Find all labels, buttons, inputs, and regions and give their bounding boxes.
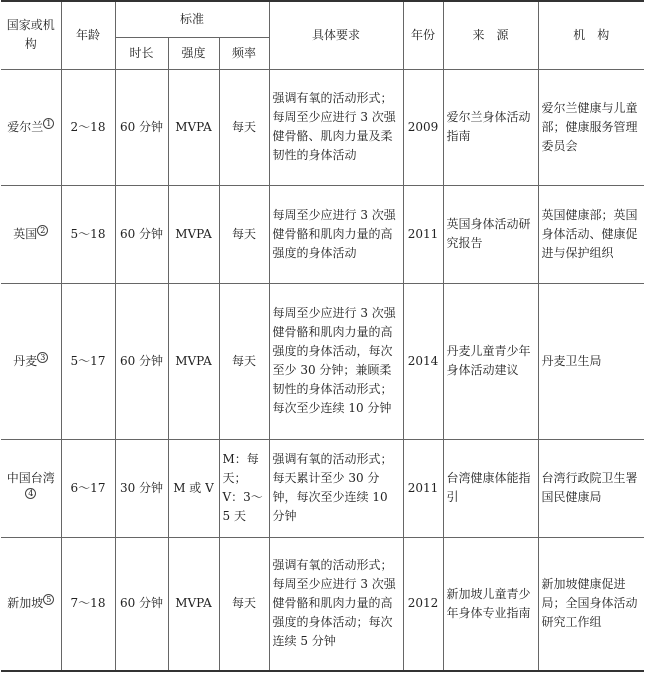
source-cell: 爱尔兰身体活动指南 [443, 69, 538, 185]
table-row [1, 439, 644, 537]
footnote-ref: 5 [43, 594, 54, 605]
footnote-ref: 3 [37, 352, 48, 363]
footnote-ref: 1 [43, 118, 54, 129]
year-cell: 2014 [403, 283, 443, 439]
country-cell: 丹麦 $^3$ [1, 283, 61, 439]
header-age: 年龄 [61, 1, 115, 69]
table-row [1, 69, 644, 185]
duration-cell: 60 分钟 [115, 69, 168, 185]
age-cell: 2～18 [61, 69, 115, 185]
age-cell: 7～18 [61, 537, 115, 671]
agency-cell: 台湾行政院卫生署国民健康局 [538, 439, 644, 537]
header-intensity: 强度 [168, 37, 219, 69]
header-source: 来 源 [443, 1, 538, 69]
requirements-cell: 每周至少应进行 3 次强健骨骼和肌肉力量的高强度的身体活动，每次至少 30 分钟；兼顾柔韧性的身体活动形式；每次至少连续 10 分钟 [269, 283, 403, 439]
source-cell: 新加坡儿童青少年身体专业指南 [443, 537, 538, 671]
table-row [1, 537, 644, 671]
requirements-cell: 强调有氧的活动形式；每周至少应进行 3 次强健骨骼和肌肉力量的高强度的身体活动；每次连续 5 分钟 [269, 537, 403, 671]
intensity-cell: MVPA [168, 69, 219, 185]
intensity-cell: MVPA [168, 537, 219, 671]
header-frequency: 频率 [219, 37, 269, 69]
table-row [1, 185, 644, 283]
source-cell: 英国身体活动研究报告 [443, 185, 538, 283]
age-cell: 6～17 [61, 439, 115, 537]
age-cell: 5～18 [61, 185, 115, 283]
header-country: 国家或机构 [1, 1, 61, 69]
table-row [1, 283, 644, 439]
agency-cell: 丹麦卫生局 [538, 283, 644, 439]
year-cell: 2011 [403, 439, 443, 537]
intensity-cell: MVPA [168, 283, 219, 439]
header-requirements: 具体要求 [269, 1, 403, 69]
duration-cell: 30 分钟 [115, 439, 168, 537]
duration-cell: 60 分钟 [115, 283, 168, 439]
country-cell: 爱尔兰 $^1$ [1, 69, 61, 185]
year-cell: 2011 [403, 185, 443, 283]
intensity-cell: M 或 V [168, 439, 219, 537]
intensity-cell: MVPA [168, 185, 219, 283]
frequency-cell: 每天 [219, 283, 269, 439]
requirements-cell: 强调有氧的活动形式；每周至少应进行 3 次强健骨骼、肌肉力量及柔韧性的身体活动 [269, 69, 403, 185]
year-cell: 2009 [403, 69, 443, 185]
country-cell: 英国 $^2$ [1, 185, 61, 283]
frequency-cell: M：每天；V：3～5 天 [219, 439, 269, 537]
source-cell: 台湾健康体能指引 [443, 439, 538, 537]
frequency-cell: 每天 [219, 185, 269, 283]
footnote-ref: 2 [37, 225, 48, 236]
source-cell: 丹麦儿童青少年身体活动建议 [443, 283, 538, 439]
duration-cell: 60 分钟 [115, 185, 168, 283]
agency-cell: 英国健康部；英国身体活动、健康促进与保护组织 [538, 185, 644, 283]
header-year: 年份 [403, 1, 443, 69]
header-duration: 时长 [115, 37, 168, 69]
guidelines-table [1, 0, 644, 672]
footnote-ref: 4 [25, 488, 36, 499]
requirements-cell: 每周至少应进行 3 次强健骨骼和肌肉力量的高强度的身体活动 [269, 185, 403, 283]
requirements-cell: 强调有氧的活动形式；每天累计至少 30 分钟，每次至少连续 10 分钟 [269, 439, 403, 537]
country-cell: 新加坡 $^5$ [1, 537, 61, 671]
agency-cell: 新加坡健康促进局；全国身体活动研究工作组 [538, 537, 644, 671]
frequency-cell: 每天 [219, 537, 269, 671]
agency-cell: 爱尔兰健康与儿童部；健康服务管理委员会 [538, 69, 644, 185]
header-agency: 机 构 [538, 1, 644, 69]
duration-cell: 60 分钟 [115, 537, 168, 671]
year-cell: 2012 [403, 537, 443, 671]
frequency-cell: 每天 [219, 69, 269, 185]
header-standard: 标准 [115, 1, 269, 37]
age-cell: 5～17 [61, 283, 115, 439]
country-cell: 中国台湾$^4$ [1, 439, 61, 537]
